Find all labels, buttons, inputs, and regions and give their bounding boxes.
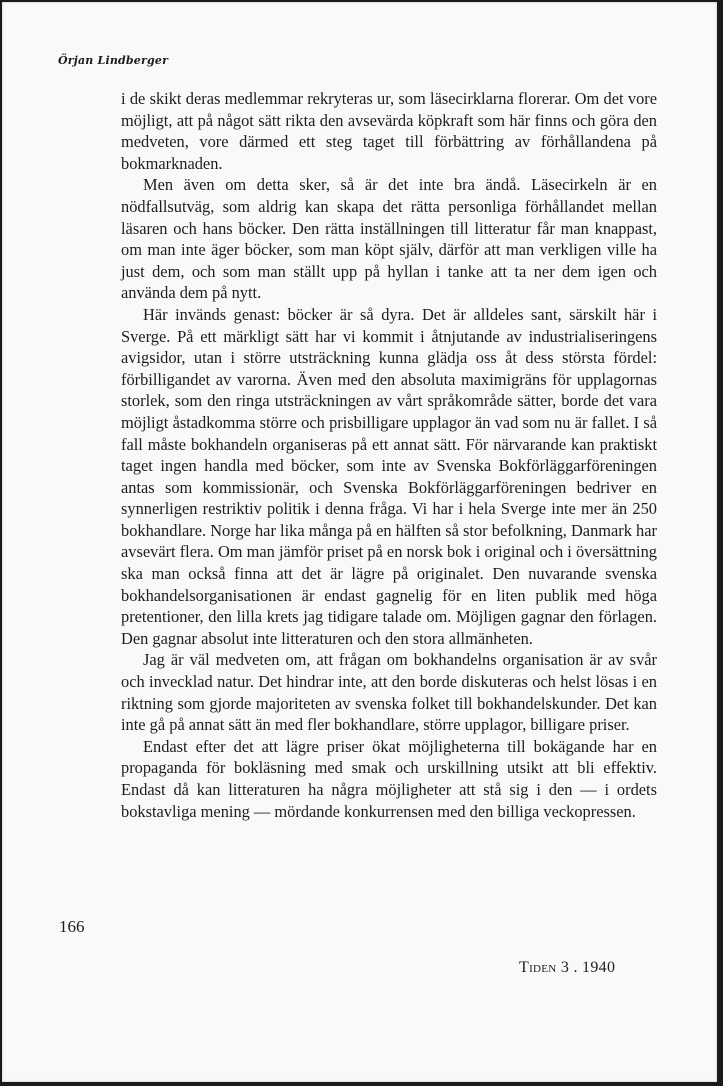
- paragraph-3: Här invänds genast: böcker är så dyra. Det är alldeles sant, särskilt här i Sverge. På ett märkligt sätt har vi kommit i åtnjutande av industrialiseringens avigsidor, utan i större utsträckning kunna glädja oss åt dess största fördel: förbilligandet av varorna. Även med den absoluta maximigräns för upplagornas storlek, som den ringa utsträckningen av vårt språkområde sätter, borde det vara möjligt åstadkomma större och prisbilligare upplagor än vad som nu är fallet. I så fall måste bokhandeln organiseras på ett annat sätt. För närvarande kan praktiskt taget ingen handla med böcker, som inte av Svenska Bokförläggarföreningen antas som kommissionär, och Svenska Bokförläggarföreningen bedriver en synnerligen restriktiv politik i denna fråga. Vi har i hela Sverge inte mer än 250 bokhandlare. Norge har lika många på en hälften så stor befolkning, Danmark har avsevärt flera. Om man jämför priset på en norsk bok i original och i översättning ska man också finna att det är lägre på originalet. Den nuvarande svenska bokhandelsorganisationen är endast gagnelig för en liten publik med höga pretentioner, den lilla krets jag tidigare talade om. Möjligen gagnar den förlagen. Den gagnar absolut inte litteraturen och den stora allmänheten.: [121, 304, 657, 648]
- footer-source: Tiden 3 . 1940: [519, 959, 616, 976]
- paragraph-5: Endast efter det att lägre priser ökat möjligheterna till bokägande har en propaganda för bokläsning med smak och urskillning utsikt att bli effektiv. Endast då kan litteraturen ha några möjligheter att stå sig i den — i ordets bokstavliga mening — mördande konkurrensen med den billiga veckopressen.: [121, 736, 657, 821]
- page-number: 166: [59, 917, 85, 936]
- paragraph-1: i de skikt deras medlemmar rekryteras ur, som läsecirklarna florerar. Om det vore möjligt, att på något sätt rikta den avsevärda köpkraft som här finns och göra den medveten, vore därmed ett steg taget till förbättring av förhållandena på bokmarknaden.: [121, 89, 657, 173]
- document-page: [2, 2, 717, 1082]
- paragraph-2: Men även om detta sker, så är det inte bra ändå. Läsecirkeln är en nödfallsutväg, som aldrig kan skapa det rätta personliga förhållandet mellan läsaren och hans böcker. Den rätta inställningen till litteratur får man knappast, om man inte äger böcker, som man köpt själv, därför att man verkligen ville ha just dem, och som man ställt upp på hyllan i tanke att ta ner dem igen och använda dem på nytt.: [121, 175, 657, 303]
- paragraph-4: Jag är väl medveten om, att frågan om bokhandelns organisation är av svår och invecklad natur. Det hindrar inte, att den borde diskuteras och helst lösas i en riktning som gjorde majoriteten av svenska folket till bokhandelskunder. Det kan inte gå på annat sätt än med fler bokhandlare, större upplagor, billigare priser.: [121, 650, 657, 735]
- running-head-author: Örjan Lindberger: [58, 54, 169, 67]
- body-text: [121, 88, 657, 822]
